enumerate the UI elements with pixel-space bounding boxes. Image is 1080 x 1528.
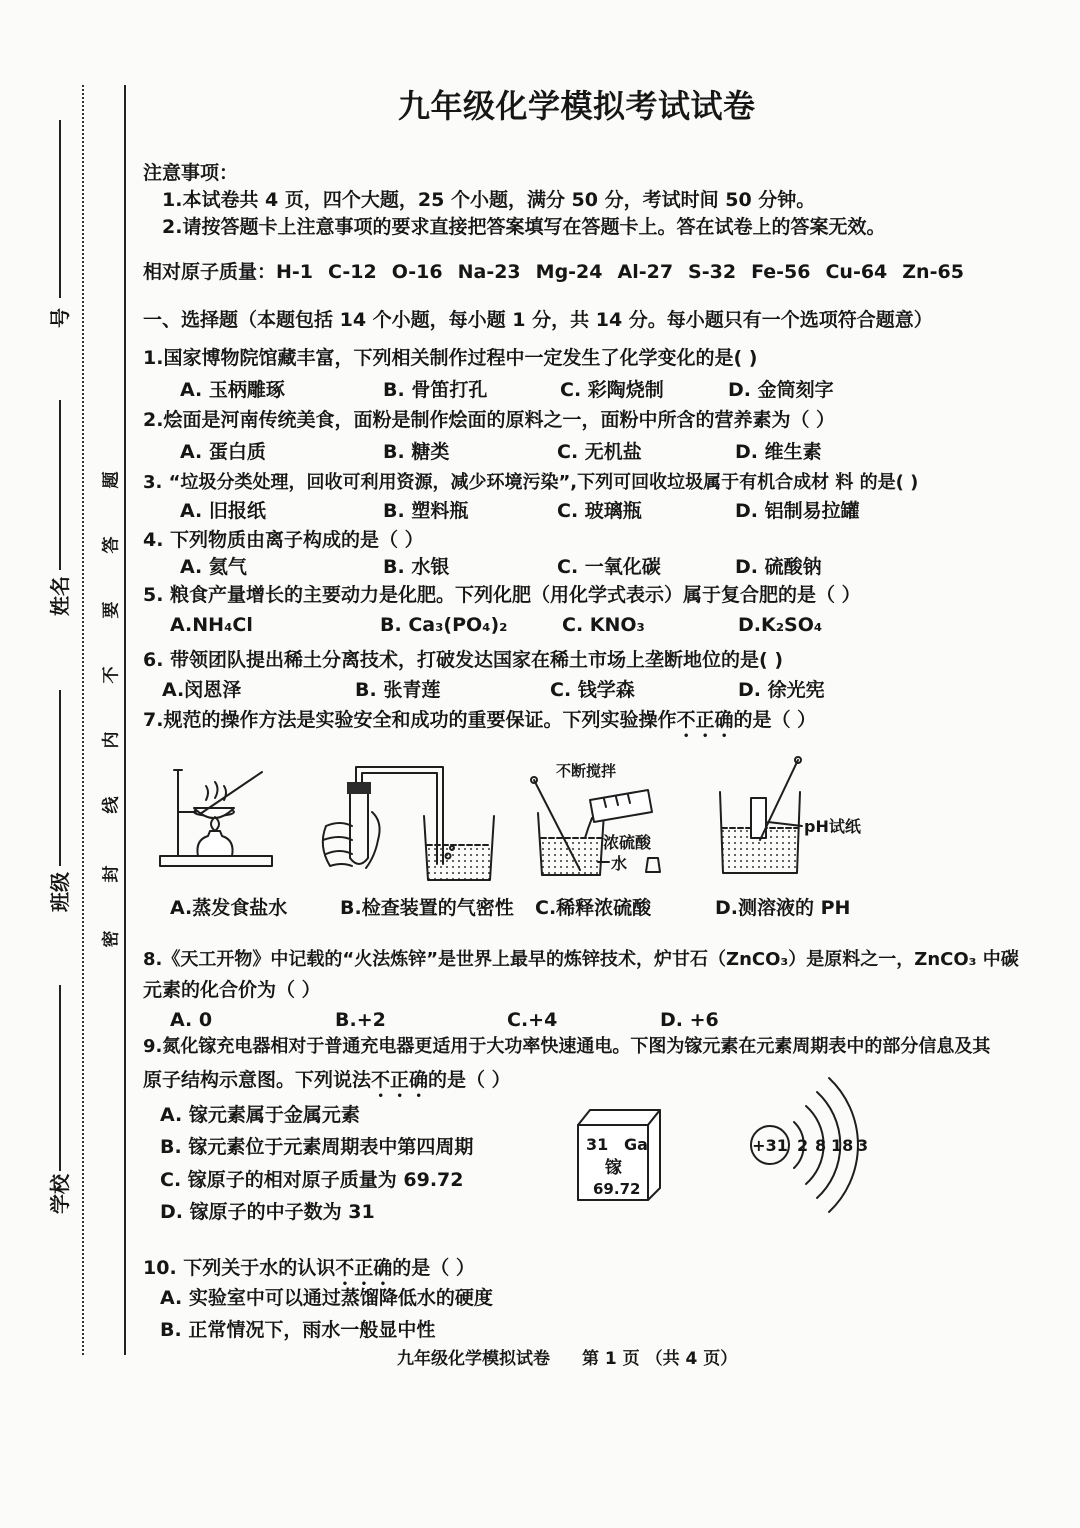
question-3-option: B. 塑料瓶 [383, 500, 469, 522]
question-4-option: B. 水银 [383, 556, 450, 578]
question-7-caption: A.蒸发食盐水 [170, 897, 288, 919]
question-3-option: C. 玻璃瓶 [557, 500, 642, 522]
question-3-option: D. 铝制易拉罐 [735, 500, 860, 522]
atomic-mass-item: Zn-65 [902, 261, 964, 283]
atomic-mass-item: Cu-64 [825, 261, 888, 283]
atomic-mass: 69.72 [593, 1180, 641, 1198]
nuclear-charge: +31 [752, 1136, 788, 1155]
atomic-masses [143, 261, 964, 283]
question-2-option: A. 蛋白质 [180, 441, 266, 463]
test-tube [350, 792, 368, 864]
question-7-caption: B.检查装置的气密性 [340, 897, 514, 919]
box-top-face [578, 1110, 660, 1125]
atomic-number: 31 [586, 1135, 609, 1154]
question-5-option: A.NH₄Cl [170, 614, 253, 636]
question-8-stem: 8.《天工开物》中记载的“火法炼锌”是世界上最早的炼锌技术，炉甘石（ZnCO₃）是原料之一，ZnCO₃ 中碳 [143, 949, 1019, 970]
shell-electrons: 18 [831, 1136, 854, 1155]
question-7-stem [143, 709, 816, 742]
atomic-mass-item: C-12 [328, 261, 377, 283]
question-10-stem [143, 1257, 475, 1290]
seal-char: 题 [101, 471, 122, 489]
question-3-stem: 3. “垃圾分类处理，回收可利用资源，减少环境污染”,下列可回收垃圾属于有机合成材 料 的是( ) [143, 472, 919, 493]
question-6-option: A.闵恩泽 [162, 679, 242, 701]
question-9-option: B. 镓元素位于元素周期表中第四周期 [160, 1136, 474, 1158]
question-8-option: D. +6 [660, 1009, 719, 1031]
question-1-option: B. 骨笛打孔 [383, 379, 488, 401]
question-9-option: C. 镓原子的相对原子质量为 69.72 [160, 1169, 464, 1191]
seal-char: 线 [101, 796, 122, 814]
atomic-mass-item: O-16 [391, 261, 443, 283]
seal-char: 内 [101, 731, 122, 749]
beaker-water [427, 845, 491, 879]
shell-electrons: 3 [857, 1136, 869, 1155]
note-item: 2.请按答题卡上注意事项的要求直接把答案填写在答题卡上。答在试卷上的答案无效。 [162, 216, 886, 238]
label-ph-paper: pH试纸 [804, 817, 861, 836]
seal-char: 答 [101, 536, 122, 554]
label-leader [768, 822, 802, 826]
question-3-option: A. 旧报纸 [180, 500, 266, 522]
question-2-option: C. 无机盐 [557, 441, 642, 463]
seal-char: 密 [101, 930, 122, 948]
figure-c-dilute-acid [531, 762, 660, 875]
question-2-option: D. 维生素 [735, 441, 822, 463]
stem-text: 7.规范的操作方法是实验安全和成功的重要保证。下列实验操作 [143, 709, 677, 731]
question-5-option: C. KNO₃ [562, 614, 645, 636]
question-6-option: D. 徐光宪 [738, 679, 825, 701]
atomic-masses-list [276, 261, 964, 283]
question-4-option: C. 一氧化碳 [557, 556, 661, 578]
label-number: 号 [48, 308, 72, 328]
footer-paper-name: 九年级化学模拟试卷 [397, 1349, 550, 1369]
question-9-option: A. 镓元素属于金属元素 [160, 1104, 360, 1126]
bottle-stopper [646, 858, 660, 872]
element-box-gallium [578, 1110, 660, 1200]
element-name: 镓 [605, 1158, 622, 1178]
question-9-stem [143, 1069, 511, 1102]
label-acid: 浓硫酸 [603, 833, 652, 852]
question-8-option: B.+2 [335, 1009, 386, 1031]
atomic-mass-item: Na-23 [457, 261, 521, 283]
seal-char: 不 [101, 666, 122, 684]
label-school: 学校 [48, 1174, 72, 1214]
question-7-caption: D.测溶液的 PH [715, 897, 851, 919]
atomic-masses-label: 相对原子质量： [143, 261, 277, 283]
seal-char: 封 [101, 865, 122, 883]
shell-electrons: 2 [797, 1136, 809, 1155]
notes-heading: 注意事项： [143, 162, 239, 184]
question-9-option: D. 镓原子的中子数为 31 [160, 1201, 375, 1223]
pour-stream [585, 818, 592, 838]
stem-emphasis: 不正确 [371, 1069, 429, 1091]
question-8-option: C.+4 [507, 1009, 558, 1031]
seal-char: 要 [101, 601, 122, 619]
stem-text: 的是（ ） [428, 1069, 511, 1091]
question-9-stem: 9.氮化镓充电器相对于普通充电器更适用于大功率快速通电。下图为镓元素在元素周期表中的部分信息及其 [143, 1036, 991, 1057]
stopper [347, 782, 371, 794]
question-8-stem: 元素的化合价为（ ） [143, 979, 321, 1001]
footer-page-number: 第 1 页 （共 4 页） [582, 1349, 738, 1369]
beaker-water [541, 838, 602, 874]
atomic-mass-item: Fe-56 [751, 261, 811, 283]
question-2-stem: 2.烩面是河南传统美食，面粉是制作烩面的原料之一，面粉中所含的营养素为（ ） [143, 409, 836, 431]
atomic-mass-item: S-32 [688, 261, 737, 283]
question-1-option: D. 金筒刻字 [728, 379, 834, 401]
question-5-stem: 5. 粮食产量增长的主要动力是化肥。下列化肥（用化学式表示）属于复合肥的是（ ） [143, 584, 861, 606]
question-10-option: B. 正常情况下，雨水一般显中性 [160, 1319, 436, 1341]
question-1-stem: 1.国家博物院馆藏丰富，下列相关制作过程中一定发生了化学变化的是( ) [143, 347, 758, 369]
question-2-option: B. 糖类 [383, 441, 450, 463]
question-10-option: A. 实验室中可以通过蒸馏降低水的硬度 [160, 1287, 493, 1309]
label-class: 班级 [48, 872, 72, 912]
hand [323, 823, 352, 866]
question-6-option: B. 张青莲 [355, 679, 441, 701]
page-title: 九年级化学模拟考试试卷 [398, 87, 756, 125]
label-water: 水 [611, 854, 628, 873]
graduated-cylinder [590, 790, 652, 822]
question-5-option: B. Ca₃(PO₄)₂ [380, 614, 508, 636]
flame [211, 817, 219, 831]
question-1-option: A. 玉柄雕琢 [180, 379, 285, 401]
note-item: 1.本试卷共 4 页，四个大题，25 个小题，满分 50 分，考试时间 50 分钟。 [162, 189, 816, 211]
stem-text: 原子结构示意图。下列说法 [143, 1069, 372, 1091]
question-4-stem: 4. 下列物质由离子构成的是（ ） [143, 529, 424, 551]
stem-emphasis: 不正确 [335, 1257, 393, 1279]
stem-text: 的是（ ） [392, 1257, 475, 1279]
question-7-caption: C.稀释浓硫酸 [535, 897, 652, 919]
atomic-mass-item: Mg-24 [535, 261, 603, 283]
question-1-option: C. 彩陶烧制 [560, 379, 664, 401]
figure-d-ph-test [720, 757, 862, 873]
question-4-option: D. 硫酸钠 [735, 556, 822, 578]
figure-b-airtightness [323, 767, 494, 880]
label-stir: 不断搅拌 [556, 762, 617, 780]
element-symbol: Ga [624, 1135, 648, 1154]
label-name: 姓名 [48, 576, 72, 616]
figure-a-evaporation [160, 770, 272, 866]
shell-electrons: 8 [815, 1136, 827, 1155]
question-8-option: A. 0 [170, 1009, 213, 1031]
question-6-option: C. 钱学森 [550, 679, 635, 701]
question-5-option: D.K₂SO₄ [738, 614, 823, 636]
atomic-mass-item: Al-27 [617, 261, 674, 283]
question-4-option: A. 氦气 [180, 556, 247, 578]
stem-text: 的是（ ） [733, 709, 817, 731]
section-heading: 一、选择题（本题包括 14 个小题，每小题 1 分，共 14 分。每小题只有一个选项符合题意） [143, 309, 933, 331]
question-6-stem: 6. 带领团队提出稀土分离技术，打破发达国家在稀土市场上垄断地位的是( ) [143, 649, 784, 671]
atom-structure-diagram [751, 1078, 868, 1212]
iron-stand-base [160, 856, 272, 866]
atomic-mass-item: H-1 [276, 261, 314, 283]
stem-emphasis: 不正确 [676, 709, 734, 731]
stem-text: 10. 下列关于水的认识 [143, 1257, 336, 1279]
box-side-face [648, 1110, 660, 1200]
alcohol-lamp [197, 831, 232, 856]
